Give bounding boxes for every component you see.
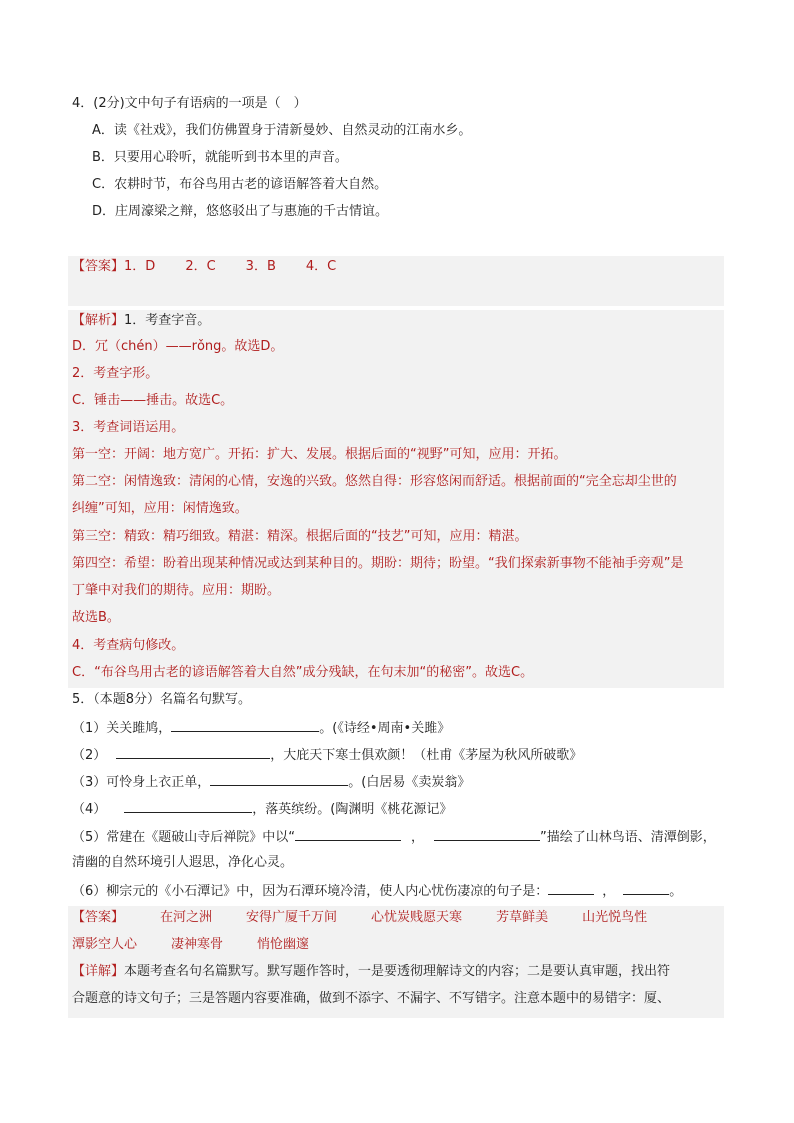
answer-tag: 【答案】 [72,910,125,925]
analysis-line-5: 3．考查词语运用。 [72,420,185,435]
answer-blank[interactable] [124,798,252,813]
analysis-line-3: 2．考查字形。 [72,366,159,381]
q4-option-d: D．庄周濠梁之辩，悠悠驳出了与惠施的千古情谊。 [92,204,389,219]
q5-item-5-comma: ， [411,830,425,845]
answer-item: 潭影空人心 [72,937,138,952]
q5-item-1 [72,717,450,739]
q5-item-4-source: ，落英缤纷。(陶渊明《桃花源记》 [252,802,453,817]
answer-item: 安得广厦千万间 [246,910,338,925]
answer-blank[interactable] [548,880,594,895]
answer-item: 心忧炭贱愿天寒 [371,910,463,925]
q5-item-5-cont: 清幽的自然环境引人遐思，净化心灵。 [72,855,294,870]
q5-item-2-source: ，大庇天下寒士俱欢颜！（杜甫《茅屋为秋风所破歌》 [270,748,583,763]
q5-item-5-tail: ”描绘了山林鸟语、清潭倒影， [540,830,716,845]
answer-item: 4．C [305,259,337,274]
q4-option-b: B．只要用心聆听，就能听到书本里的声音。 [92,150,348,165]
q4-stem: 4．(2分)文中句子有语病的一项是（ ） [72,96,307,111]
analysis-line-12: 故选B。 [72,610,120,625]
answer-item: 芳草鲜美 [496,910,549,925]
analysis-line-14: C．“布谷鸟用古老的谚语解答着大自然”成分残缺，在句末加“的秘密”。故选C。 [72,665,534,680]
analysis-line-4: C．锤击——捶击。故选C。 [72,393,234,408]
q5-item-6-comma: ， [602,884,616,899]
analysis-line-11: 丁肇中对我们的期待。应用：期盼。 [72,583,281,598]
analysis-line-2: D．冗（chén）——rǒng。故选D。 [72,339,284,354]
q5-item-2 [72,744,582,766]
q5-item-3 [72,771,470,793]
answer-item: 悄怆幽邃 [257,937,310,952]
q5-item-5-text: （5）常建在《题破山寺后禅院》中以“ [72,830,296,845]
q5-item-1-source: 。(《诗经•周南•关雎》 [319,721,451,736]
q5-item-5 [72,826,716,848]
detail-line-1 [72,962,670,982]
answer-blank[interactable] [210,771,348,786]
answer-blank[interactable] [623,880,669,895]
q5-item-6-end: 。 [669,884,683,899]
analysis-line-10: 第四空：希望：盼着出现某种情况或达到某种目的。期盼：期待；盼望。“我们探索新事物不能袖手旁观”是 [72,556,684,571]
answer-item: 2．C [185,259,216,274]
q5-stem: 5．（本题8分）名篇名句默写。 [72,692,252,707]
answer-blank[interactable] [434,826,540,841]
q4-option-c: C．农耕时节，布谷鸟用古老的谚语解答着大自然。 [92,177,388,192]
q5-item-4-text: （4） [72,802,107,817]
answer-item: 在河之洲 [160,910,213,925]
answer-blank[interactable] [171,717,319,732]
q5-item-4 [72,798,452,820]
analysis-line-13: 4．考查病句修改。 [72,638,185,653]
detail-text: 本题考查名句名篇默写。默写题作答时，一是要透彻理解诗文的内容；二是要认真审题，找出符 [124,964,671,979]
detail-tag: 【详解】 [72,964,125,979]
analysis-text: 1．考查字音。 [124,313,211,328]
answer-blank[interactable] [116,744,270,759]
q5-item-1-text: （1）关关雎鸠， [72,721,172,736]
answer-tag: 【答案】 [72,259,125,274]
answer-item: 1．D [124,259,156,274]
answer-row-2 [72,908,647,928]
analysis-line-8: 纠缠”可知，应用：闲情逸致。 [72,501,248,516]
q5-item-3-source: 。(白居易《卖炭翁》 [348,775,471,790]
analysis-line-9: 第三空：精致：精巧细致。精湛：精深。根据后面的“技艺”可知，应用：精湛。 [72,529,528,544]
answer-item: 3．B [245,259,276,274]
answer-item: 山光悦鸟性 [582,910,648,925]
q5-item-6-text: （6）柳宗元的《小石潭记》中，因为石潭环境冷清，使人内心忧伤凄凉的句子是： [72,884,549,899]
answer-row [72,257,336,277]
q5-item-3-text: （3）可怜身上衣正单， [72,775,211,790]
answer-blank[interactable] [295,826,401,841]
analysis-line-1 [72,311,210,331]
q5-item-2-text: （2） [72,748,107,763]
analysis-tag: 【解析】 [72,313,125,328]
answer-item: 凄神寒骨 [171,937,224,952]
analysis-line-6: 第一空：开阔：地方宽广。开拓：扩大、发展。根据后面的“视野”可知，应用：开拓。 [72,447,567,462]
answer-row-2-cont [72,935,309,955]
detail-line-2: 合题意的诗文句子；三是答题内容要准确，做到不添字、不漏字、不写错字。注意本题中的易错字：厦、 [72,991,671,1006]
q5-item-6 [72,880,682,902]
q4-option-a: A．读《社戏》，我们仿佛置身于清新曼妙、自然灵动的江南水乡。 [92,123,472,138]
analysis-line-7: 第二空：闲情逸致：清闲的心情，安逸的兴致。悠然自得：形容悠闲而舒适。根据前面的“完全忘却尘世的 [72,474,677,489]
